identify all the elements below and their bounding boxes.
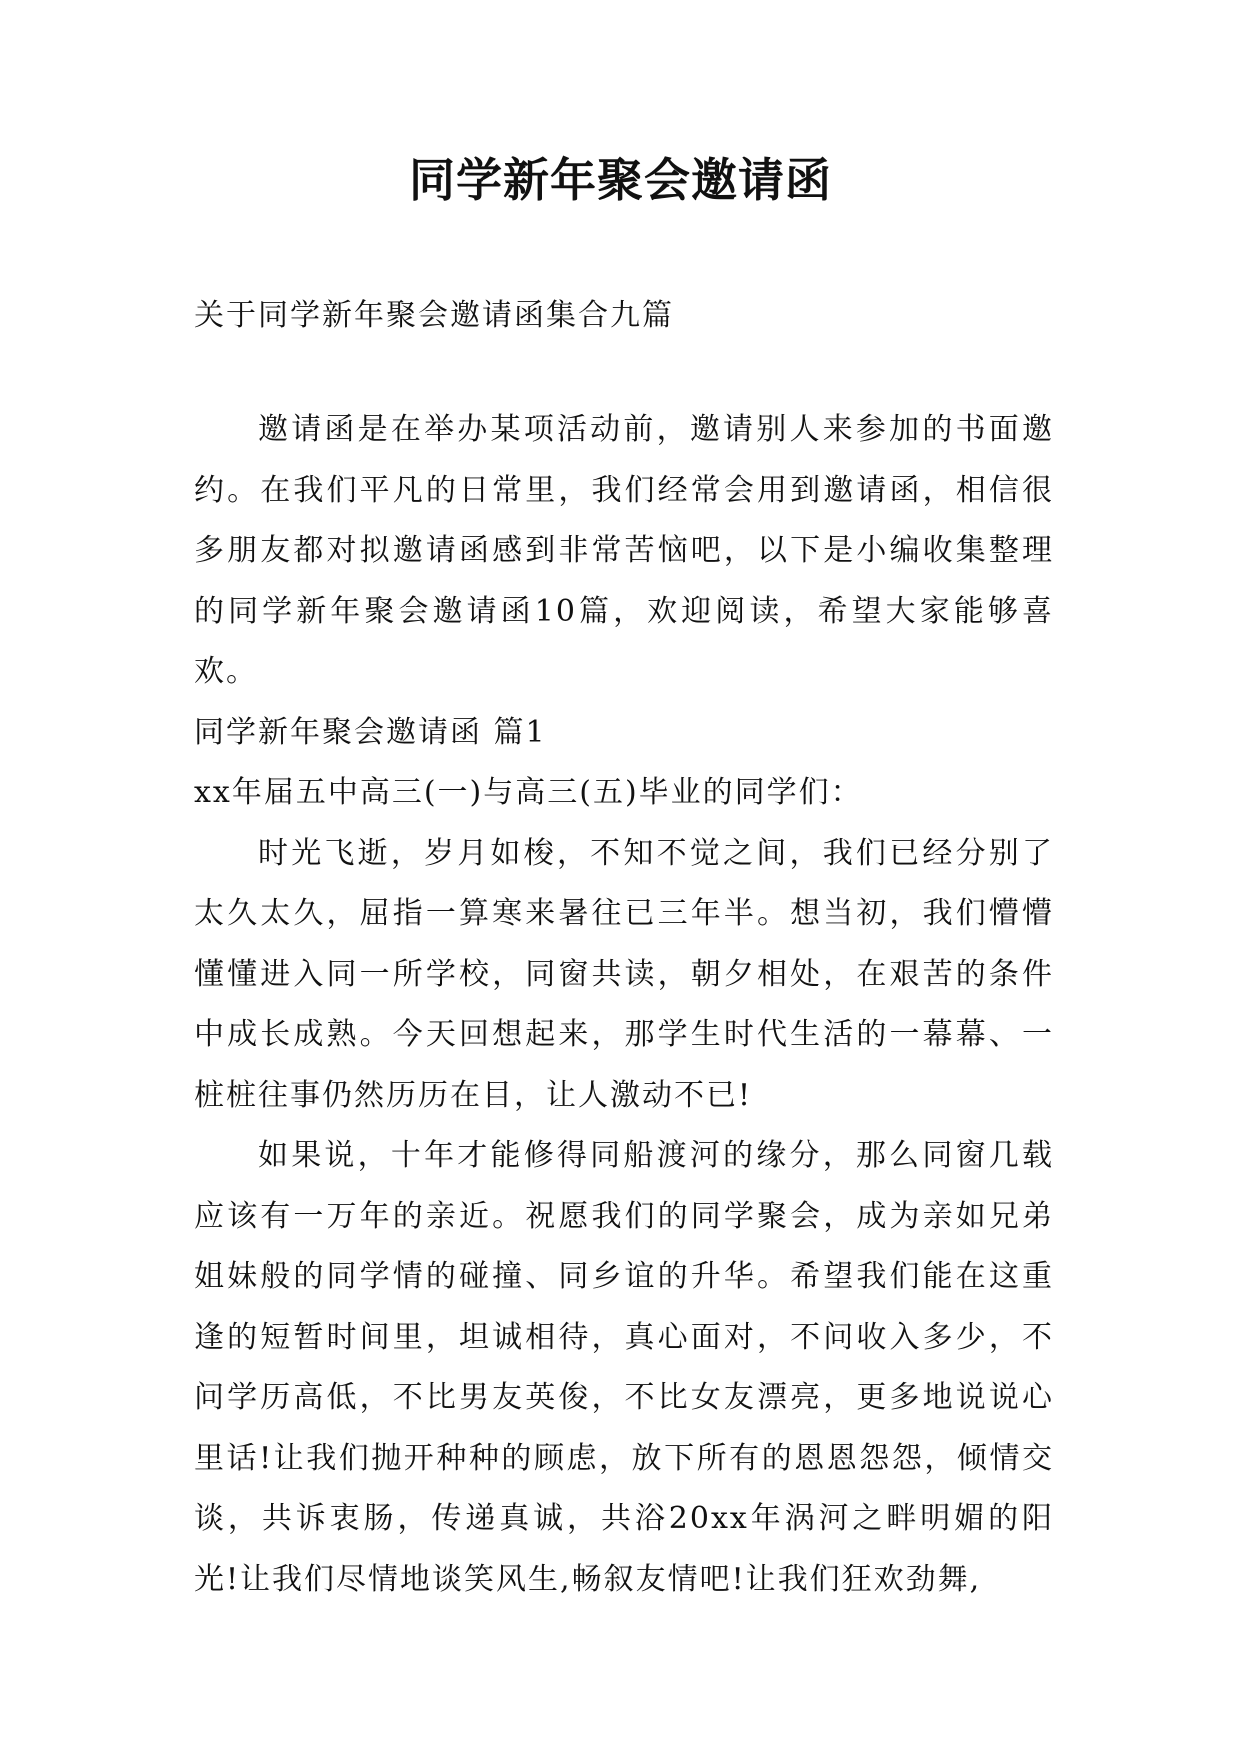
body-paragraph: 时光飞逝，岁月如梭，不知不觉之间，我们已经分别了太久太久，屈指一算寒来暑往已三年半。想当初，我们懵懵懂懂进入同一所学校，同窗共读，朝夕相处，在艰苦的条件中成长成熟。今天回想起来，那学生时代生活的一幕幕、一桩桩往事仍然历历在目，让人激动不已! <box>194 835 1054 1113</box>
document-body <box>194 400 1054 1610</box>
body-paragraph: 如果说，十年才能修得同船渡河的缘分，那么同窗几载应该有一万年的亲近。祝愿我们的同学聚会，成为亲如兄弟姐妹般的同学情的碰撞、同乡谊的升华。希望我们能在这重逢的短暂时间里，坦诚相待，真心面对，不问收入多少，不问学历高低，不比男友英俊，不比女友漂亮，更多地说说心里话!让我们抛开种种的顾虑，放下所有的恩恩怨怨，倾情交谈，共诉衷肠，传递真诚，共浴20xx年涡河之畔明媚的阳光!让我们尽情地谈笑风生,畅叙友情吧!让我们狂欢劲舞, <box>194 1138 1054 1597</box>
intro-paragraph: 邀请函是在举办某项活动前，邀请别人来参加的书面邀约。在我们平凡的日常里，我们经常会用到邀请函，相信很多朋友都对拟邀请函感到非常苦恼吧，以下是小编收集整理的同学新年聚会邀请函10篇，欢迎阅读，希望大家能够喜欢。 <box>194 412 1054 689</box>
document-title: 同学新年聚会邀请函 <box>409 153 832 207</box>
salutation: xx年届五中高三(一)与高三(五)毕业的同学们： <box>194 775 863 810</box>
section-heading: 同学新年聚会邀请函 篇1 <box>194 714 547 750</box>
document-subtitle: 关于同学新年聚会邀请函集合九篇 <box>194 298 674 333</box>
